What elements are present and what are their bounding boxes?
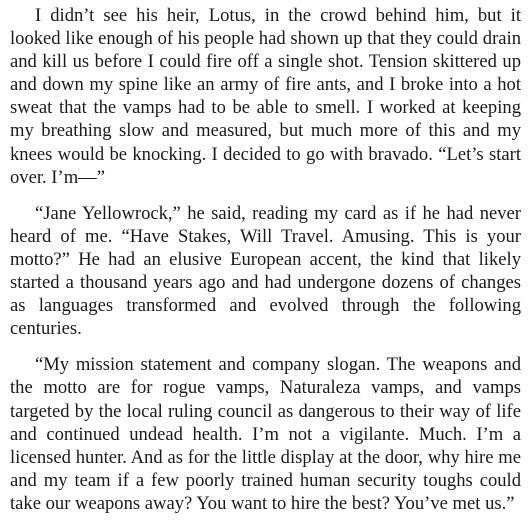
paragraph-3: “My mission statement and company slogan. The weapons and the motto are for rogue vamps, Naturaleza vamps, and vamps targeted by the local ruling council as dangerous to their way of life and continued undead health. I’m not a vigilante. Much. I’m a licensed hunter. And as for the little display at the door, why hire me and my team if a few poorly trained human security toughs could take our weapons away? You want to hire the best? You’ve met us.”	[10, 354, 521, 514]
paragraph-1: I didn’t see his heir, Lotus, in the crowd behind him, but it looked like enough of his people had shown up that they could drain and kill us before I could fire off a single shot. Tension skittered up and down my spine like an army of fire ants, and I broke into a hot sweat that the vamps had to be able to smell. I worked at keeping my breathing slow and measured, but much more of this and my knees would be knocking. I decided to go with bravado. “Let’s start over. I’m—”	[10, 5, 521, 188]
paragraph-2: “Jane Yellowrock,” he said, reading my card as if he had never heard of me. “Have Stakes, Will Travel. Amusing. This is your motto?” He had an elusive European accent, the kind that likely started a thousand years ago and had undergone dozens of changes as languages transformed and evolved through the following centuries.	[10, 202, 521, 340]
